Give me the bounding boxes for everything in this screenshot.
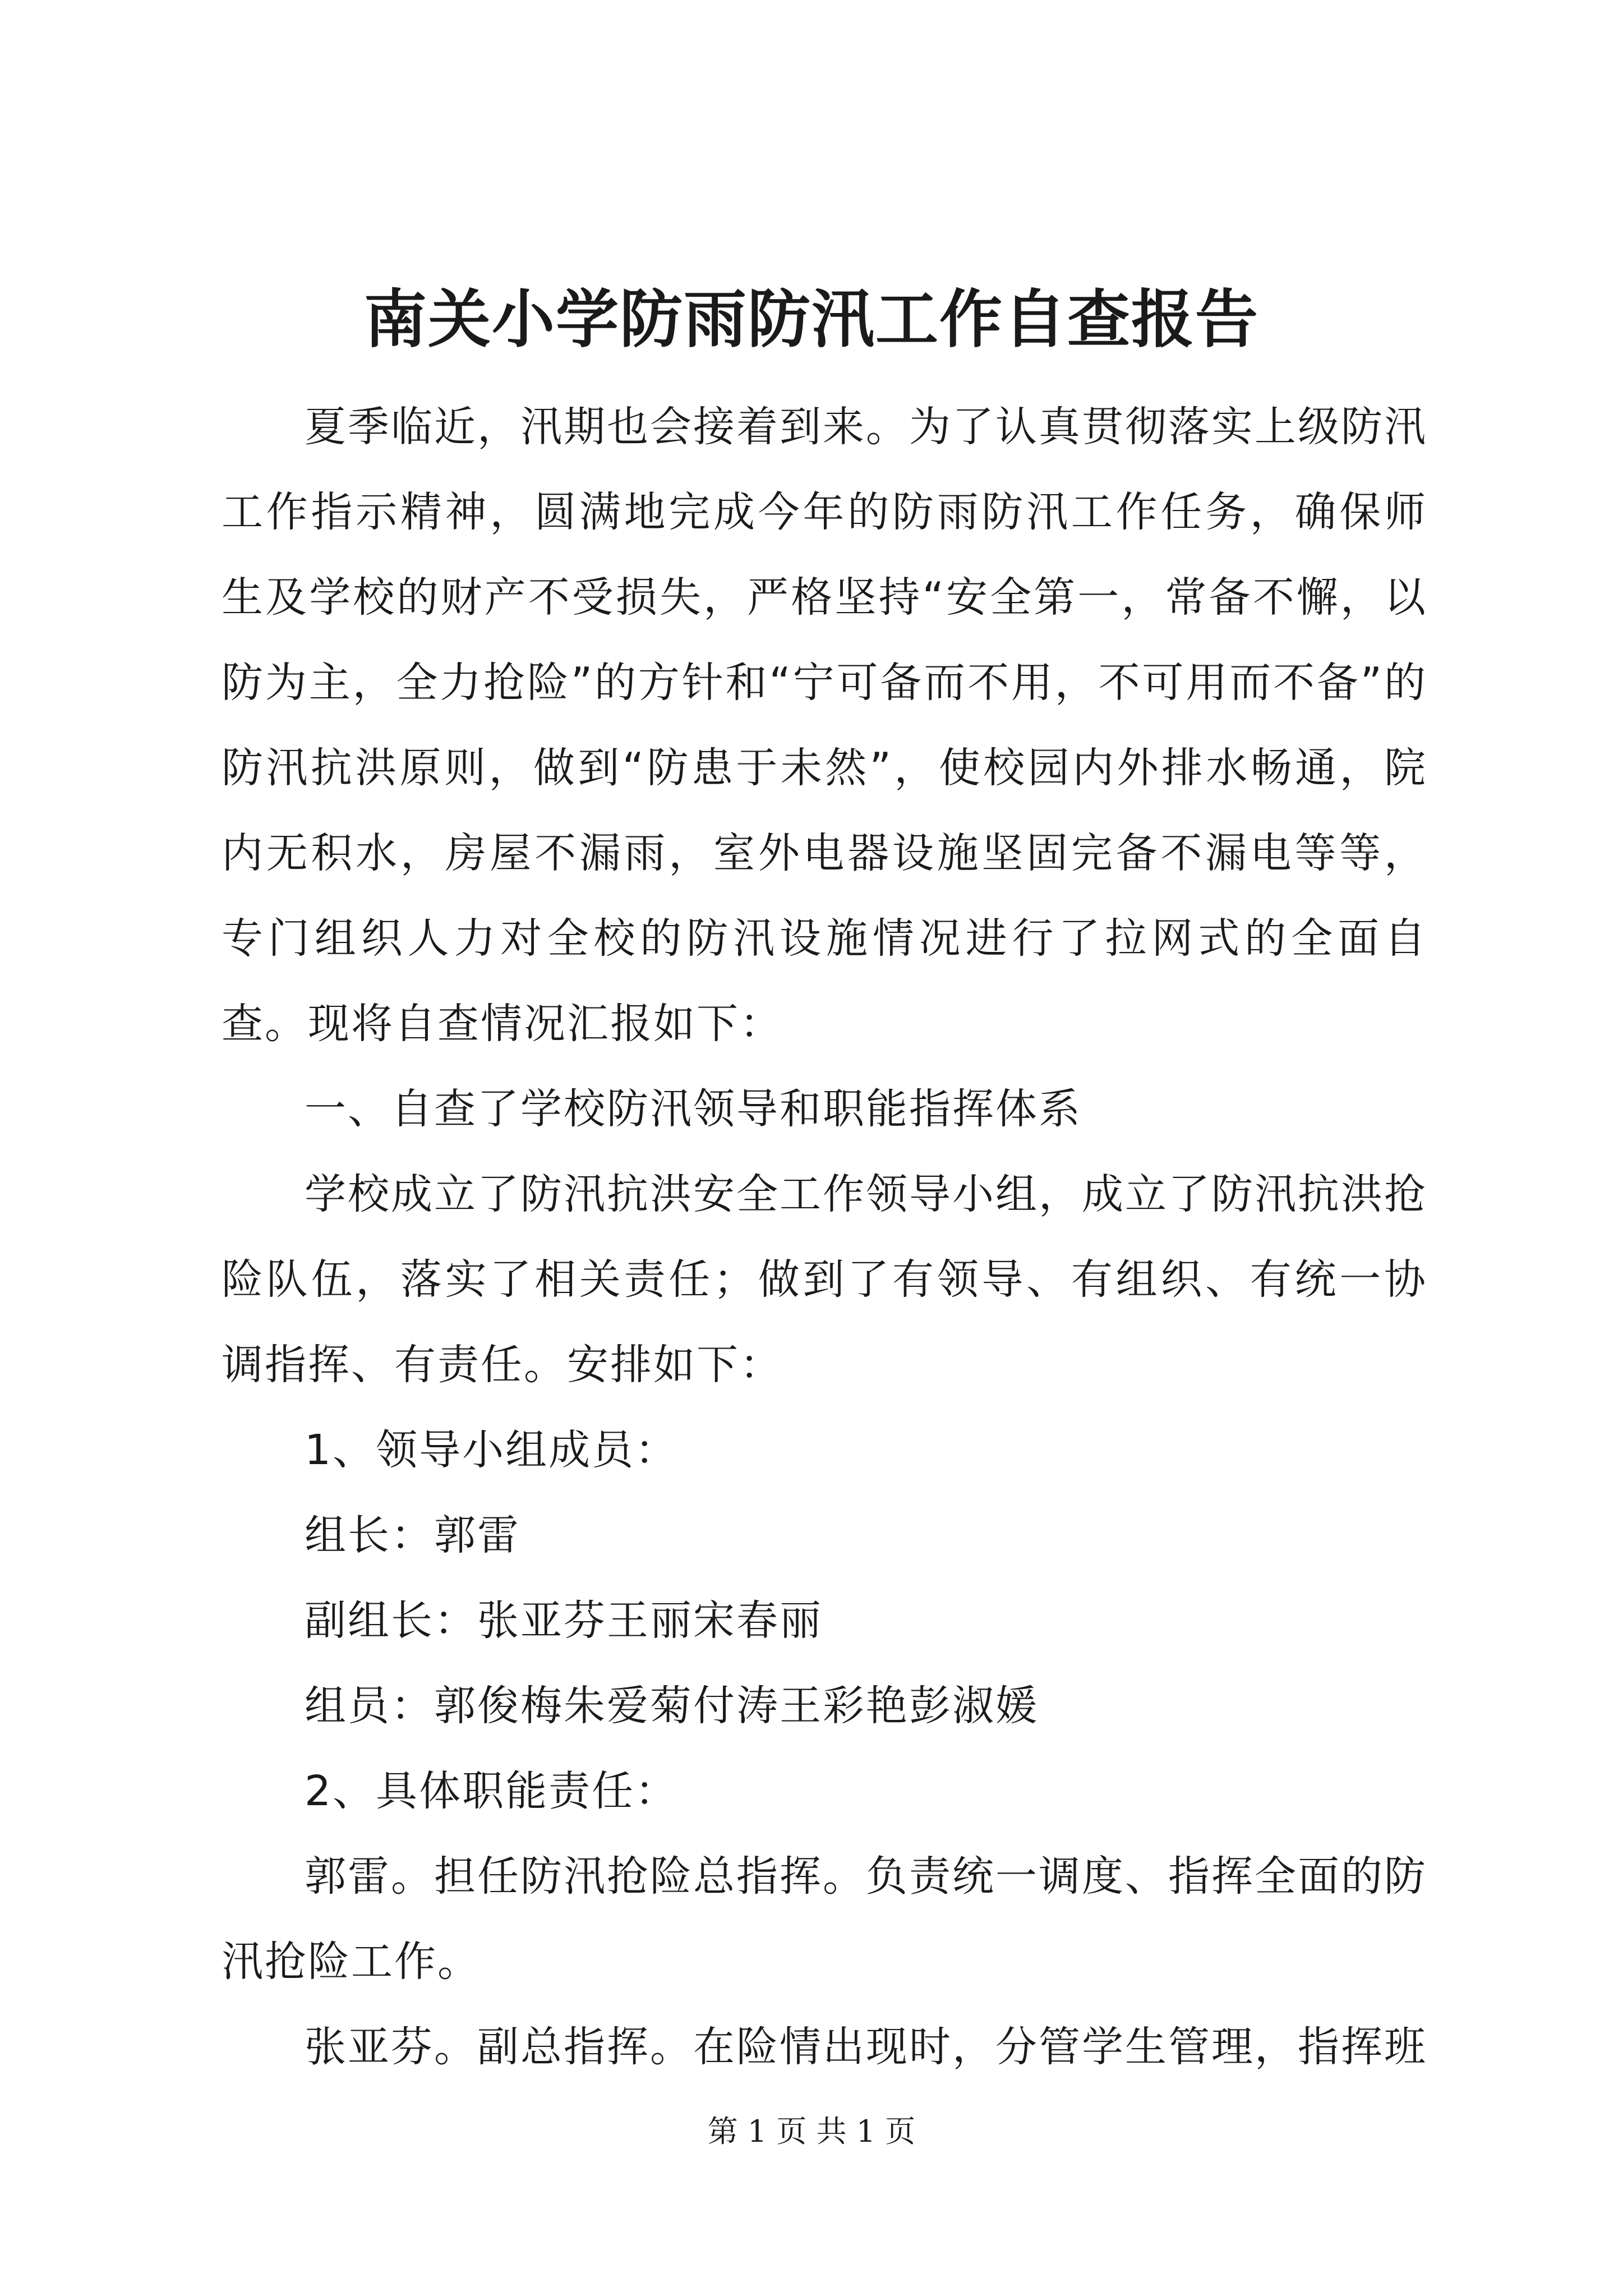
section-heading-1: 一、自查了学校防汛领导和职能指挥体系 xyxy=(305,1085,1082,1133)
paragraph-intro: 夏季临近，汛期也会接着到来。为了认真贯彻落实上级防汛工作指示精神，圆满地完成今年的防雨防汛工作任务，确保师生及学校的财产不受损失，严格坚持“安全第一，常备不懈，以防为主，全力抢险”的方针和“宁可备而不用，不可用而不备”的防汛抗洪原则，做到“防患于未然”，使校园内外排水畅通，院内无积水，房屋不漏雨，室外电器设施坚固完备不漏电等等，专门组织人力对全校的防汛设施情况进行了拉网式的全面自查。现将自查情况汇报如下： xyxy=(222,403,1427,1048)
document-body xyxy=(222,384,1427,2090)
document-title: 南关小学防雨防汛工作自查报告 xyxy=(364,283,1259,356)
duty-zhang-yafen: 张亚芬。副总指挥。在险情出现时，分管学生管理，指挥班 xyxy=(305,2023,1427,2071)
page-number: 第 1 页 共 1 页 xyxy=(707,2114,916,2149)
paragraph-organization: 学校成立了防汛抗洪安全工作领导小组，成立了防汛抗洪抢险队伍，落实了相关责任；做到了有领导、有组织、有统一协调指挥、有责任。安排如下： xyxy=(222,1170,1427,1389)
page-footer xyxy=(0,2112,1623,2151)
member-leader: 组长：郭雷 xyxy=(305,1511,520,1559)
member-deputy-leaders: 副组长：张亚芬王丽宋春丽 xyxy=(305,1596,823,1645)
list-heading-duties: 2、具体职能责任： xyxy=(305,1767,679,1815)
duty-guo-lei: 郭雷。担任防汛抢险总指挥。负责统一调度、指挥全面的防汛抢险工作。 xyxy=(222,1852,1427,1986)
member-team: 组员：郭俊梅朱爱菊付涛王彩艳彭淑媛 xyxy=(305,1682,1039,1730)
list-heading-members: 1、领导小组成员： xyxy=(305,1426,679,1474)
